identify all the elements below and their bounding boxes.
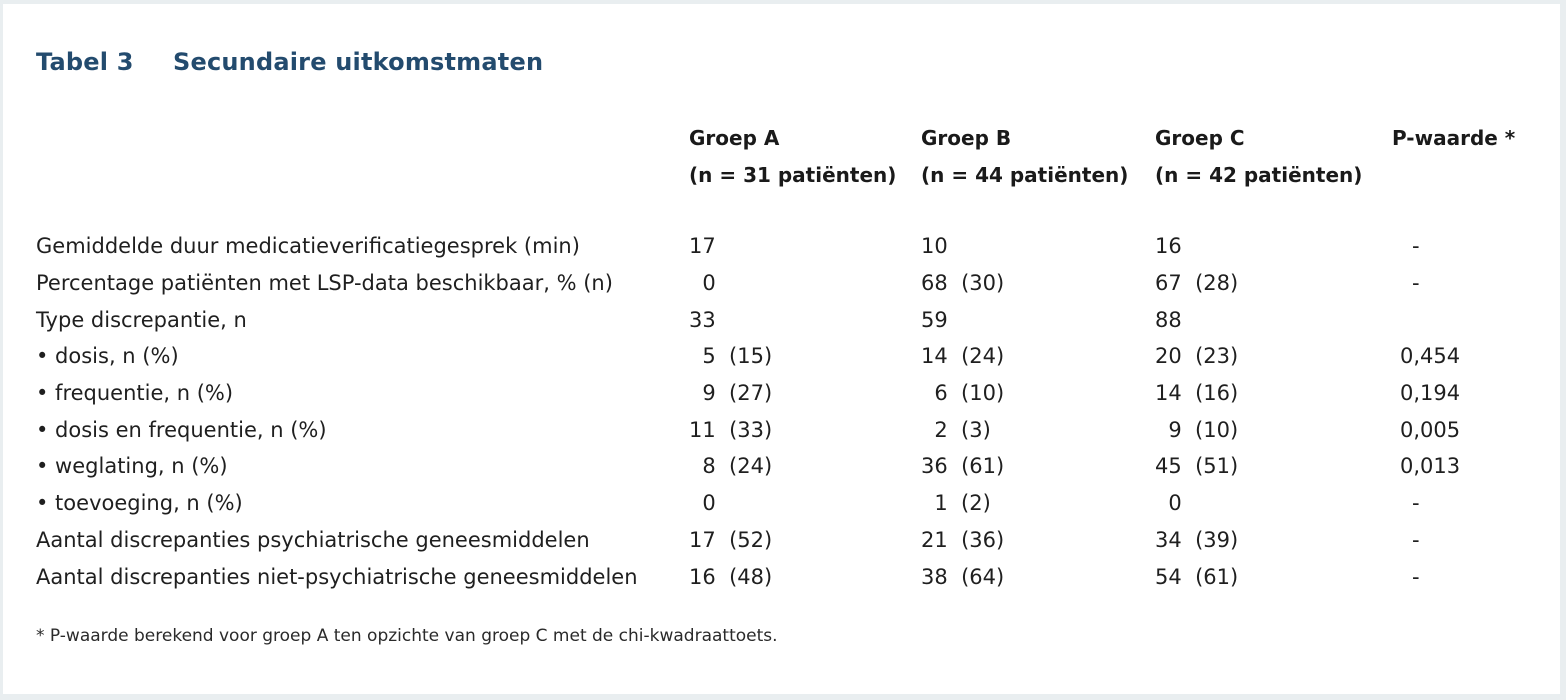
cell-group-a: 33 <box>689 308 716 332</box>
column-header-sub: (n = 42 patiënten) <box>1155 163 1363 187</box>
cell-group-c: 9 (10) <box>1155 418 1239 442</box>
row-label: • frequentie, n (%) <box>36 381 234 405</box>
cell-p-value: 0,005 <box>1400 418 1461 442</box>
cell-group-c: 88 <box>1155 308 1182 332</box>
table-row <box>3 228 1560 265</box>
cell-group-b: 59 <box>921 308 948 332</box>
cell-group-b: 10 <box>921 234 948 258</box>
cell-group-b: 14 (24) <box>921 344 1005 368</box>
cell-p-value: - <box>1412 271 1420 295</box>
table-row <box>3 559 1560 596</box>
table-row <box>3 375 1560 412</box>
column-header-group-a <box>689 120 896 194</box>
cell-group-a: 17 (52) <box>689 528 773 552</box>
column-header-name: Groep B <box>921 126 1012 150</box>
column-header-group-b <box>921 120 1128 194</box>
cell-p-value: - <box>1412 528 1420 552</box>
cell-group-b: 1 (2) <box>921 491 991 515</box>
table-row <box>3 338 1560 375</box>
table-card <box>3 4 1560 694</box>
cell-group-b: 38 (64) <box>921 565 1005 589</box>
row-label: Gemiddelde duur medicatieverificatiegesprek (min) <box>36 234 580 258</box>
row-label: Type discrepantie, n <box>36 308 247 332</box>
cell-group-c: 45 (51) <box>1155 454 1239 478</box>
cell-group-c: 20 (23) <box>1155 344 1239 368</box>
row-label: Aantal discrepanties niet-psychiatrische geneesmiddelen <box>36 565 638 589</box>
column-header-name: P-waarde * <box>1392 126 1516 150</box>
cell-group-c: 34 (39) <box>1155 528 1239 552</box>
cell-group-a: 17 <box>689 234 716 258</box>
table-row <box>3 522 1560 559</box>
cell-group-a: 11 (33) <box>689 418 773 442</box>
cell-p-value: - <box>1412 565 1420 589</box>
table-number: Tabel 3 <box>36 48 134 76</box>
table-footnote: * P-waarde berekend voor groep A ten opzichte van groep C met de chi-kwadraattoets. <box>36 626 778 646</box>
cell-p-value: 0,454 <box>1400 344 1461 368</box>
row-label: • weglating, n (%) <box>36 454 228 478</box>
cell-group-b: 68 (30) <box>921 271 1005 295</box>
table-row <box>3 448 1560 485</box>
cell-p-value: 0,194 <box>1400 381 1461 405</box>
cell-group-b: 21 (36) <box>921 528 1005 552</box>
row-label: • dosis en frequentie, n (%) <box>36 418 327 442</box>
cell-p-value: - <box>1412 234 1420 258</box>
table-title-text: Secundaire uitkomstmaten <box>173 48 544 76</box>
column-header-name: Groep A <box>689 126 780 150</box>
cell-p-value: 0,013 <box>1400 454 1461 478</box>
table-row <box>3 302 1560 339</box>
cell-group-a: 0 <box>689 491 716 515</box>
cell-group-c: 0 <box>1155 491 1182 515</box>
cell-group-a: 8 (24) <box>689 454 773 478</box>
table-title <box>36 48 543 76</box>
cell-group-b: 6 (10) <box>921 381 1005 405</box>
table-row <box>3 485 1560 522</box>
row-label: Percentage patiënten met LSP-data beschikbaar, % (n) <box>36 271 613 295</box>
column-header-sub: (n = 44 patiënten) <box>921 163 1129 187</box>
column-header-sub: (n = 31 patiënten) <box>689 163 897 187</box>
cell-group-c: 14 (16) <box>1155 381 1239 405</box>
row-label: Aantal discrepanties psychiatrische geneesmiddelen <box>36 528 590 552</box>
cell-group-a: 5 (15) <box>689 344 773 368</box>
row-label: • toevoeging, n (%) <box>36 491 243 515</box>
cell-group-c: 67 (28) <box>1155 271 1239 295</box>
cell-group-a: 0 <box>689 271 716 295</box>
cell-p-value: - <box>1412 491 1420 515</box>
column-header-group-c <box>1155 120 1362 194</box>
column-header-p-value <box>1392 120 1515 157</box>
cell-group-b: 36 (61) <box>921 454 1005 478</box>
column-header-name: Groep C <box>1155 126 1245 150</box>
cell-group-a: 16 (48) <box>689 565 773 589</box>
cell-group-c: 54 (61) <box>1155 565 1239 589</box>
row-label: • dosis, n (%) <box>36 344 179 368</box>
table-row <box>3 412 1560 449</box>
cell-group-c: 16 <box>1155 234 1182 258</box>
table-row <box>3 265 1560 302</box>
cell-group-a: 9 (27) <box>689 381 773 405</box>
cell-group-b: 2 (3) <box>921 418 991 442</box>
